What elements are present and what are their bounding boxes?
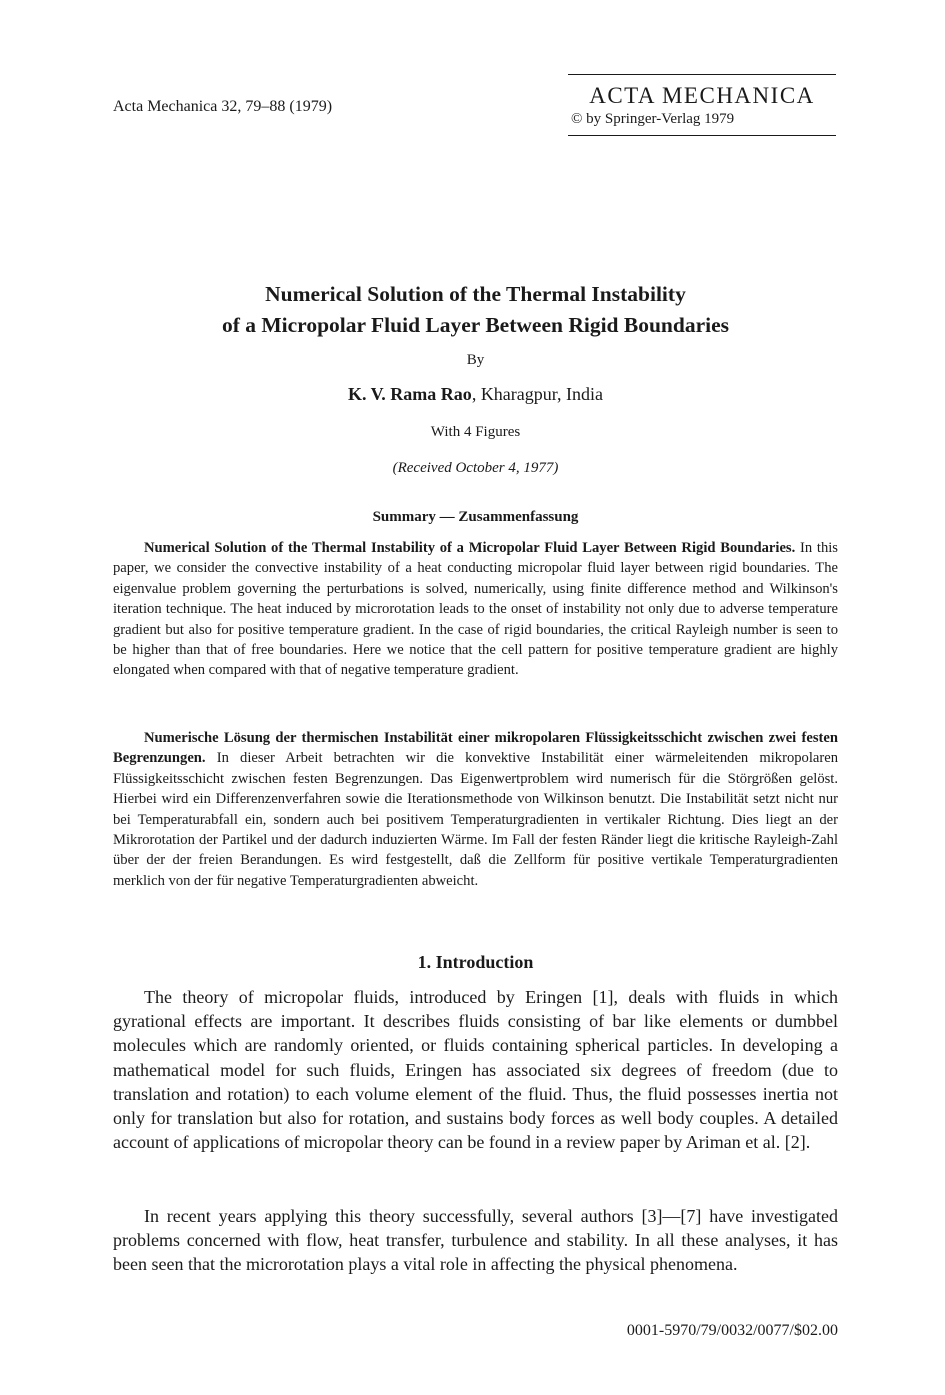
abstract-english-text: In this paper, we consider the convective instability of a heat conducting micropolar fluid layer between rigid boundaries. The eigenvalue problem governing the perturbations is solved, numerically, using finite difference method and Wilkinson's iteration technique. The heat induced by microrotation leads to the onset of instability not only due to adverse temperature gradient but also for positive temperature gradient. In the case of rigid boundaries, the critical Rayleigh number is seen to be higher than that of free boundaries. Here we notice that the cell pattern for positive temperature gradient are highly elongated when compared with that of negative temperature gradient. xyxy=(113,540,838,679)
masthead-bottom-rule xyxy=(568,135,836,136)
journal-name: ACTA MECHANICA xyxy=(589,83,815,108)
abstract-english-title: Numerical Solution of the Thermal Instability of a Micropolar Fluid Layer Between Rigid Boundaries. xyxy=(144,540,796,556)
title-line-1: Numerical Solution of the Thermal Instability xyxy=(265,282,686,306)
introduction-paragraph-1: The theory of micropolar fluids, introduced by Eringen [1], deals with fluids in which gyrational effects are important. It describes fluids consisting of bar like elements or dumbbel molecules which are randomly oriented, or fluids containing spherical particles. In developing a mathematical model for such fluids, Eringen has associated six degrees of freedom (due to translation and rotation) to each volume element of the fluid. Thus, the fluid possesses inertia not only for translation but also for rotation, and sustains body forces as well body couples. A detailed account of applications of micropolar theory can be found in a review paper by Ariman et al. [2]. xyxy=(113,987,838,1153)
footer-code: 0001-5970/79/0032/0077/$02.00 xyxy=(626,1322,838,1339)
abstract-german xyxy=(113,728,838,891)
author-line xyxy=(113,384,838,405)
received-date: (Received October 4, 1977) xyxy=(392,460,559,476)
by-line: By xyxy=(466,352,485,368)
journal-citation: Acta Mechanica 32, 79–88 (1979) xyxy=(113,98,333,115)
title-line-2: of a Micropolar Fluid Layer Between Rigid Boundaries xyxy=(221,313,730,337)
copyright-line: © by Springer-Verlag 1979 xyxy=(571,111,735,127)
author-name: K. V. Rama Rao xyxy=(347,384,472,404)
journal-masthead xyxy=(568,74,836,136)
introduction-heading: 1. Introduction xyxy=(417,952,534,972)
summary-heading: Summary — Zusammenfassung xyxy=(372,509,579,525)
masthead-top-rule xyxy=(568,74,836,75)
abstract-german-title: Numerische Lösung der thermischen Instabilität einer mikropolaren Flüssigkeitsschicht zwischen zwei festen Begrenzungen. xyxy=(113,730,838,767)
article-title xyxy=(113,279,838,341)
abstract-english xyxy=(113,538,838,681)
author-location: , Kharagpur, India xyxy=(471,384,604,404)
introduction-paragraph-2: In recent years applying this theory successfully, several authors [3]—[7] have investigated problems concerned with flow, heat transfer, turbulence and stability. In all these analyses, it has been seen that the microrotation plays a vital role in affecting the physical phenomena. xyxy=(113,1206,838,1275)
abstract-german-text: In dieser Arbeit betrachten wir die konvektive Instabilität einer wärmeleitenden mikropolaren Flüssigkeitsschicht zwischen festen Begrenzungen. Das Eigenwertproblem wird numerisch für die Störgrößen gelöst. Hierbei wird ein Differenzenverfahren sowie die Iterationsmethode von Wilkinson benutzt. Die Instabilität setzt nicht nur bei Temperaturabfall ein, sondern auch bei positivem Temperaturgradienten in vertikaler Richtung. Dies liegt an der Mikrorotation der Partikel und der dadurch induzierten Wärme. Im Fall der festen Ränder liegt die kritische Rayleigh-Zahl über der der freien Berandungen. Es wird festgestellt, daß die Zellform für positive vertikale Temperaturgradienten merklich von der für negative Temperaturgradienten abweicht. xyxy=(113,750,838,889)
figures-note: With 4 Figures xyxy=(430,424,521,440)
